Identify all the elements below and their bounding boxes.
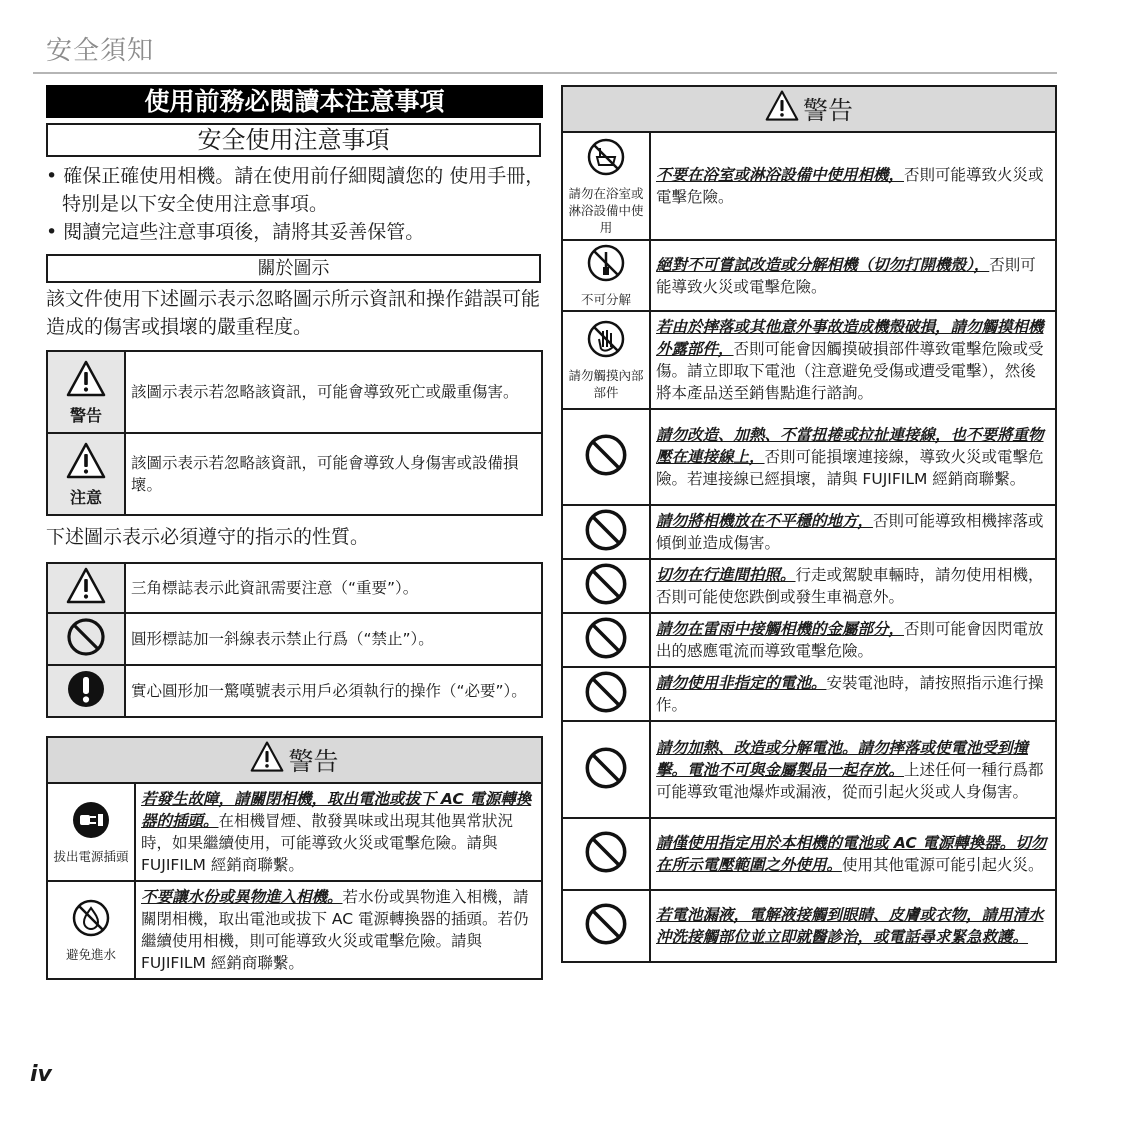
safety-precautions-title: 安全使用注意事項 <box>46 123 541 157</box>
warning-detail: 否則可能損壞連接線，導致火災或電擊危險。若連接線已經損壞，請與 FUJIFILM 經銷商聯繫。 <box>656 448 1044 488</box>
warning-detail: 否則可能會因閃電放出的感應電流而導致電擊危險。 <box>656 620 1044 660</box>
symbol-icon-cell <box>47 613 125 665</box>
warning-icon-cell <box>562 613 650 667</box>
symbol-text: 實心圓形加一驚嘆號表示用戶必須執行的操作（“必要”）。 <box>125 665 542 717</box>
symbols-table <box>46 562 543 718</box>
warning-icon-cell <box>562 890 650 962</box>
warning-triangle-icon <box>250 740 284 774</box>
warning-text <box>135 783 542 881</box>
prohibited-icon <box>584 746 628 790</box>
prohibited-icon <box>66 617 106 657</box>
read-before-use-banner: 使用前務必閱讀本注意事項 <box>46 85 543 118</box>
intro-bullet: • 閱讀完這些注意事項後，請將其妥善保管。 <box>46 221 425 243</box>
symbol-icon-cell <box>47 563 125 613</box>
prohibited-icon <box>584 616 628 660</box>
warning-text <box>650 818 1056 890</box>
no-bathroom-icon <box>586 137 626 177</box>
prohibited-icon <box>584 902 628 946</box>
intro-bullet: • 確保正確使用相機。請在使用前仔細閱讀您的 使用手冊，特別是以下安全使用注意事項。 <box>46 165 545 215</box>
warning-icon-cell <box>562 409 650 505</box>
warning-header-label: 警告 <box>802 96 853 125</box>
warning-icon-cell <box>562 132 650 240</box>
warning-icon-label: 請勿在浴室或淋浴設備中使用 <box>568 185 644 235</box>
symbol-text: 三角標誌表示此資訊需要注意（“重要”）。 <box>125 563 542 613</box>
symbol-text: 圓形標誌加一斜線表示禁止行爲（“禁止”）。 <box>125 613 542 665</box>
warning-emphasis: 請僅使用指定用於本相機的電池或 AC 電源轉換器。切勿在所示電壓範圍之外使用。 <box>656 834 1047 874</box>
warning-text <box>650 613 1056 667</box>
prohibited-icon <box>584 670 628 714</box>
warning-icon-cell <box>47 881 135 979</box>
warning-text <box>650 890 1056 962</box>
page-number: iv <box>30 1062 52 1087</box>
warning-emphasis: 絕對不可嘗試改造或分解相機（切勿打開機殼）， <box>656 255 990 274</box>
warning-detail: 上述任何一種行爲都可能導致電池爆炸或漏液，從而引起火災或人身傷害。 <box>656 760 1044 801</box>
warning-icon-label: 避免進水 <box>65 946 116 962</box>
prohibited-icon <box>584 562 628 606</box>
severity-table <box>46 350 543 516</box>
warning-text <box>650 667 1056 721</box>
intro-text <box>46 162 546 246</box>
warning-header <box>562 86 1056 132</box>
warning-emphasis: 若由於摔落或其他意外事故造成機殼破損，請勿觸摸相機外露部件， <box>656 318 1044 358</box>
symbol-icon-cell <box>47 665 125 717</box>
prohibited-icon <box>584 830 628 874</box>
warning-detail: 在相機冒煙、散發異味或出現其他異常狀況時，如果繼續使用，可能導致火災或電擊危險。請與 FUJIFILM 經銷商聯繫。 <box>141 812 514 874</box>
no-water-icon <box>71 898 111 938</box>
warning-icon-label: 拔出電源插頭 <box>53 848 129 864</box>
warning-icon-cell <box>562 559 650 613</box>
page-section-title: 安全須知 <box>46 36 155 66</box>
warning-emphasis: 請勿使用非指定的電池。 <box>656 674 827 692</box>
severity-label: 注意 <box>69 487 102 507</box>
warning-text <box>135 881 542 979</box>
warning-icon-cell <box>47 783 135 881</box>
warning-text <box>650 559 1056 613</box>
no-disassemble-icon <box>586 243 626 283</box>
severity-text: 該圖示表示若忽略該資訊，可能會導致人身傷害或設備損壞。 <box>125 433 542 515</box>
warning-icon-cell <box>562 818 650 890</box>
caution-severity-cell <box>47 433 125 515</box>
warning-emphasis: 不要在浴室或淋浴設備中使用相機， <box>656 166 905 184</box>
warning-detail: 行走或駕駛車輛時，請勿使用相機，否則可能使您跌倒或發生車禍意外。 <box>656 566 1044 606</box>
warning-detail: 否則可能會因觸摸破損部件導致電擊危險或受傷。請立即取下電池（注意避免受傷或遭受電擊），然後將本產品送至銷售點進行諮詢。 <box>656 340 1044 402</box>
warning-text <box>650 132 1056 240</box>
header-divider <box>33 72 1057 74</box>
warning-icon-cell <box>562 240 650 311</box>
right-warning-table <box>561 85 1057 963</box>
prohibited-icon <box>584 508 628 552</box>
warning-text <box>650 721 1056 818</box>
warning-detail: 若水份或異物進入相機，請關閉相機，取出電池或拔下 AC 電源轉換器的插頭。若仍繼續使用相機，則可能導致火災或電擊危險。請與 FUJIFILM 經銷商聯繫。 <box>141 888 529 972</box>
warning-emphasis: 請勿將相機放在不平穩的地方， <box>656 512 874 530</box>
warning-icon-cell <box>562 721 650 818</box>
symbols-intro-text: 下述圖示表示必須遵守的指示的性質。 <box>46 526 370 548</box>
warning-text <box>650 409 1056 505</box>
about-icons-text: 該文件使用下述圖示表示忽略圖示所示資訊和操作錯誤可能造成的傷害或損壞的嚴重程度。 <box>46 288 541 338</box>
warning-triangle-icon <box>765 89 799 123</box>
warning-icon-cell <box>562 311 650 409</box>
warning-triangle-icon <box>66 359 106 399</box>
warning-header <box>47 737 542 783</box>
prohibited-icon <box>584 433 628 477</box>
caution-triangle-icon <box>66 441 106 481</box>
warning-text <box>650 311 1056 409</box>
warning-emphasis: 請勿加熱、改造或分解電池。請勿摔落或使電池受到撞擊。電池不可與金屬製品一起存放。 <box>656 738 1029 779</box>
warning-icon-label: 不可分解 <box>580 292 631 307</box>
severity-label: 警告 <box>69 405 102 425</box>
warning-emphasis: 切勿在行進間拍照。 <box>656 566 796 584</box>
severity-text: 該圖示表示若忽略該資訊，可能會導致死亡或嚴重傷害。 <box>125 351 542 433</box>
warning-icon-cell <box>562 505 650 559</box>
about-icons-title: 關於圖示 <box>46 254 541 283</box>
warning-detail: 安裝電池時，請按照指示進行操作。 <box>656 674 1044 714</box>
warning-severity-cell <box>47 351 125 433</box>
warning-text <box>650 240 1056 311</box>
unplug-icon <box>71 800 111 840</box>
triangle-exclamation-icon <box>66 566 106 606</box>
warning-icon-label: 請勿觸摸內部部件 <box>568 368 644 400</box>
warning-emphasis: 若發生故障，請關閉相機，取出電池或拔下 AC 電源轉換器的插頭。 <box>141 790 532 830</box>
warning-text <box>650 505 1056 559</box>
warning-emphasis: 若電池漏液，電解液接觸到眼睛、皮膚或衣物，請用清水沖洗接觸部位並立即就醫診治，或電話尋求緊急救護。 <box>656 906 1044 946</box>
warning-detail: 使用其他電源可能引起火災。 <box>842 856 1044 874</box>
warning-detail: 否則可能導致火災或電擊危險。 <box>656 166 1044 206</box>
left-warning-table <box>46 736 543 980</box>
mandatory-exclamation-icon <box>66 669 106 709</box>
warning-emphasis: 請勿改造、加熱、不當扭捲或拉扯連接線，也不要將重物壓在連接線上， <box>656 426 1044 466</box>
warning-emphasis: 請勿在雷雨中接觸相機的金屬部分， <box>656 620 905 638</box>
warning-detail: 否則可能導致相機摔落或傾倒並造成傷害。 <box>656 512 1044 552</box>
warning-detail: 否則可能導致火災或電擊危險。 <box>656 255 1036 296</box>
warning-emphasis: 不要讓水份或異物進入相機。 <box>141 888 343 906</box>
warning-header-label: 警告 <box>288 747 339 776</box>
warning-icon-cell <box>562 667 650 721</box>
no-touch-icon <box>586 319 626 359</box>
